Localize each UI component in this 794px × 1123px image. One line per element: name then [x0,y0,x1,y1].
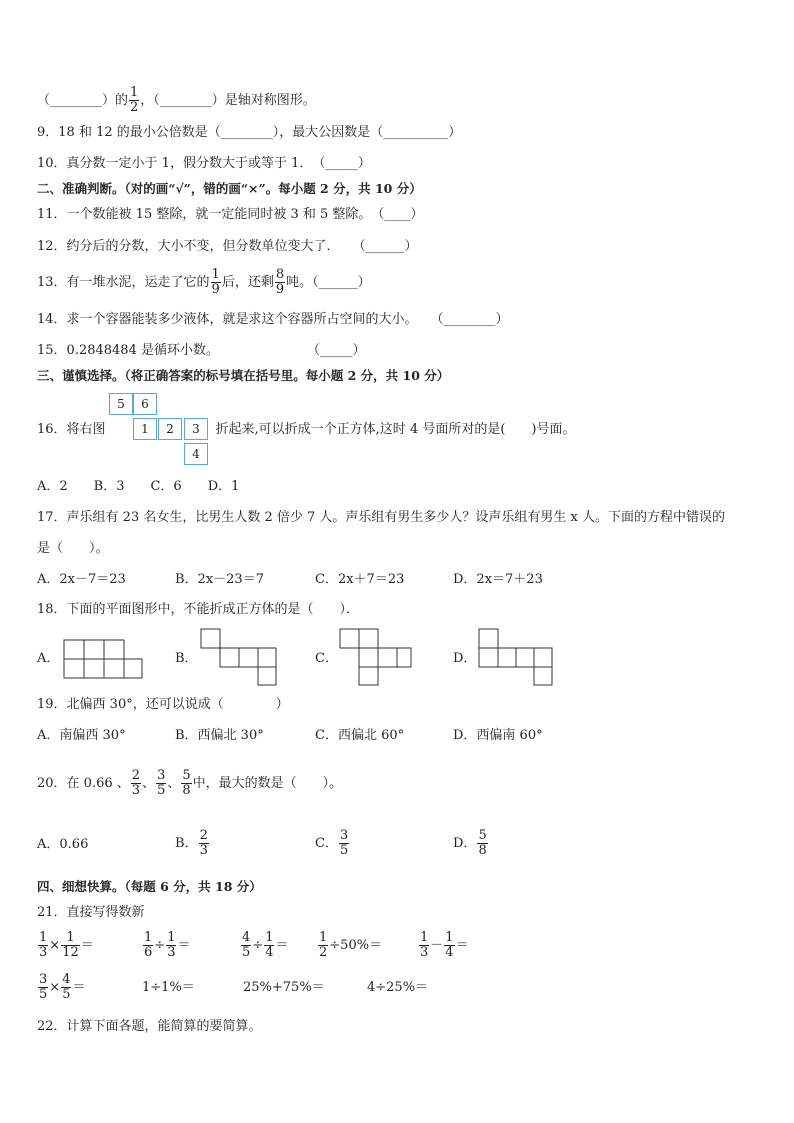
net-cell: 4 [184,443,208,465]
fraction: $\frac{5}{8}$ [182,768,191,798]
question-17-line2: 是（ ）。 [37,541,109,556]
question-13: 13．有一堆水泥，运走了它的 $\frac{1}{9}$ 后，还剩 $\frac{8}{9}$ 吨。（______） [37,267,371,297]
question-12: 12．约分后的分数，大小不变，但分数单位变大了． （______） [37,239,418,254]
fraction: $\frac{2}{3}$ [131,768,141,798]
option-b: B． $\frac{2}{3}$ [175,828,208,858]
option-d: D． $\frac{5}{8}$ [453,828,487,858]
calc-item: 4÷25%＝ [367,980,429,995]
net-figure-d [479,629,559,687]
calc-item: $\frac{3}{5}$ × $\frac{4}{5}$ ＝ [39,972,86,1002]
option-d: D．2x＝7＋23 [453,572,543,587]
option-c: C．西偏北 60° [315,728,405,743]
question-11: 11．一个数能被 15 整除，就一定能同时被 3 和 5 整除。 （____） [37,207,424,222]
question-16-text: 16．将右图 折起来,可以折成一个正方体,这时 4 号面所对的是( )号面。 [37,422,576,437]
fraction: $\frac{5}{8}$ [478,828,487,858]
net-cell: 6 [133,393,157,415]
question-22: 22．计算下面各题，能简算的要简算。 [37,1019,262,1034]
calc-item: $\frac{1}{2}$ ÷50%＝ [319,930,383,960]
option-a: A．南偏西 30° [37,728,126,743]
calc-item: $\frac{1}{3}$ × $\frac{1}{12}$ ＝ [39,930,94,960]
net-cell: 3 [184,418,208,440]
option-c: C．2x＋7＝23 [315,572,405,587]
fraction: $\frac{3}{5}$ [339,828,349,858]
fraction: $\frac{1}{2}$ [130,85,139,115]
net-figure-c [340,629,415,687]
option-d-label: D． [453,651,477,666]
calc-item: $\frac{1}{6}$ ÷ $\frac{1}{3}$ ＝ [144,930,191,960]
question-10: 10．真分数一定小于 1，假分数大于或等于 1． （_____） [37,156,371,171]
section-4-title: 四、细想快算。（每题 6 分，共 18 分） [37,879,262,894]
question-15: 15．0.2848484 是循环小数。 （_____） [37,343,366,358]
question-16-options: A．2 B．3 C．6 D．1 [37,479,240,494]
net-cell: 5 [109,393,133,415]
net-figure-b [201,629,281,687]
question-17-line1: 17．声乐组有 23 名女生，比男生人数 2 倍少 7 人。声乐组有男生多少人？设声乐组有男生 x 人。下面的方程中错误的 [37,510,726,525]
option-c: C． $\frac{3}{5}$ [315,828,349,858]
question-9: 9．18 和 12 的最小公倍数是（________），最大公因数是（__________） [37,125,462,140]
net-figure-a [64,640,144,680]
question-18: 18．下面的平面图形中，不能折成正方体的是（ ）． [37,602,360,617]
net-cell: 1 [133,418,157,440]
option-d: D．西偏南 60° [453,728,543,743]
option-c-label: C． [315,651,338,666]
fraction: $\frac{3}{5}$ [157,768,166,798]
calc-item: 1÷1%＝ [142,980,195,995]
calc-item: $\frac{4}{5}$ ÷ $\frac{1}{4}$ ＝ [242,930,289,960]
option-b-label: B． [175,651,198,666]
question-19: 19．北偏西 30°，还可以说成（ ） [37,697,289,712]
option-a-label: A． [37,651,60,666]
fraction: $\frac{2}{3}$ [199,828,208,858]
question-21-title: 21．直接写得数新 [37,905,145,920]
question-20: 20．在 0.66 、 $\frac{2}{3}$ 、 $\frac{3}{5}$ 、 $\frac{5}{8}$ 中，最大的数是（ ）。 [37,768,343,798]
fraction: $\frac{1}{9}$ [211,267,220,297]
section-2-title: 二、准确判断。（对的画“√”，错的画“×”。每小题 2 分，共 10 分） [37,181,422,196]
q8-line: （________）的 $\frac{1}{2}$ ，（________）是轴对称图形。 [37,85,316,115]
calc-item: 25%+75%＝ [243,980,325,995]
calc-item: $\frac{1}{3}$ － $\frac{1}{4}$ ＝ [420,930,469,960]
option-a: A．0.66 [37,837,89,852]
option-b: B．2x－23＝7 [175,572,264,587]
option-a: A．2x－7＝23 [37,572,126,587]
section-3-title: 三、谨慎选择。（将正确答案的标号填在括号里。每小题 2 分，共 10 分） [37,368,450,383]
net-cell: 2 [158,418,182,440]
option-b: B．西偏北 30° [175,728,264,743]
fraction: $\frac{8}{9}$ [275,267,285,297]
question-14: 14．求一个容器能装多少液体，就是求这个容器所占空间的大小。 （________） [37,312,509,327]
